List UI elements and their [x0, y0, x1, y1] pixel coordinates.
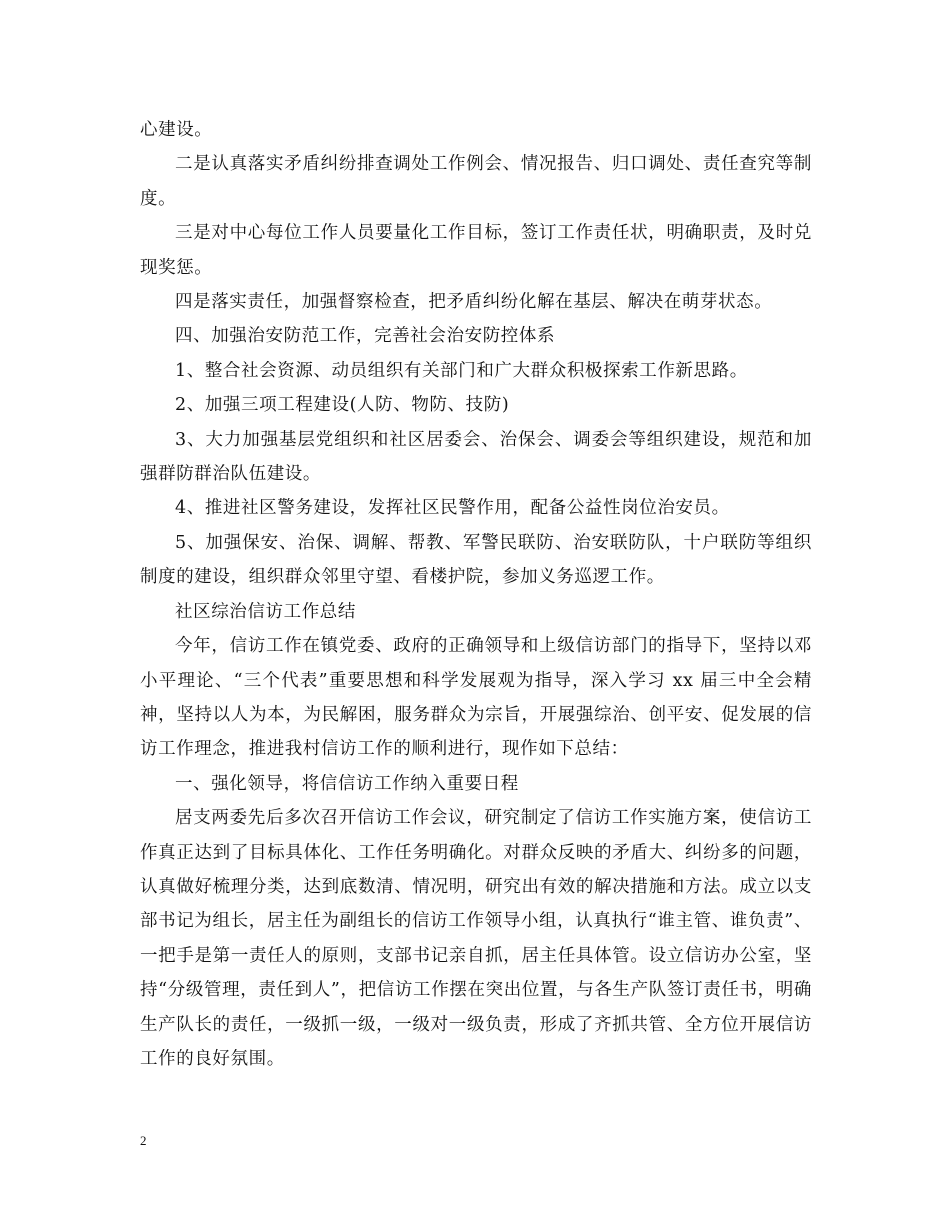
paragraph: 居支两委先后多次召开信访工作会议，研究制定了信访工作实施方案，使信访工作真正达到了目标具体化、工作任务明确化。对群众反映的矛盾大、纠纷多的问题，认真做好梳理分类，达到底数清、情况明，研究出有效的解决措施和方法。成立以支部书记为组长，居主任为副组长的信访工作领导小组，认真执行“谁主管、谁负责”、一把手是第一责任人的原则，支部书记亲自抓，居主任具体管。设立信访办公室，坚持“分级管理，责任到人”，把信访工作摆在突出位置，与各生产队签订责任书，明确生产队长的责任，一级抓一级，一级对一级负责，形成了齐抓共管、全方位开展信访工作的良好氛围。: [140, 808, 812, 1069]
document-body: [140, 113, 812, 1076]
list-item: 1、整合社会资源、动员组织有关部门和广大群众积极探索工作新思路。: [175, 360, 748, 381]
paragraph: 三是对中心每位工作人员要量化工作目标，签订工作责任状，明确职责，及时兑现奖惩。: [140, 223, 812, 278]
list-item: 2、加强三项工程建设(人防、物防、技防): [175, 395, 510, 416]
paragraph: 心建设。: [140, 120, 213, 140]
list-item: 4、推进社区警务建设，发挥社区民警作用，配备公益性岗位治安员。: [175, 498, 730, 519]
section-heading: 四、加强治安防范工作，完善社会治安防控体系: [175, 326, 556, 347]
list-item: 5、加强保安、治保、调解、帮教、军警民联防、治安联防队，十户联防等组织制度的建设，组织群众邻里守望、看楼护院，参加义务巡逻工作。: [140, 532, 812, 588]
list-item: 3、大力加强基层党组织和社区居委会、治保会、调委会等组织建设，规范和加强群防群治队伍建设。: [140, 429, 812, 485]
section-heading: 一、强化领导，将信信访工作纳入重要日程: [175, 773, 519, 794]
paragraph: 四是落实责任，加强督察检查，把矛盾纠纷化解在基层、解决在萌芽状态。: [175, 292, 773, 313]
page-number: 2: [140, 1133, 147, 1148]
paragraph: 今年，信访工作在镇党委、政府的正确领导和上级信访部门的指导下，坚持以邓小平理论、“三个代表”重要思想和科学发展观为指导，深入学习 xx 届三中全会精神，坚持以人为本，为民解困，服务群众为宗旨，开展强综治、创平安、促发展的信访工作理念，推进我村信访工作的顺利进行，现作如下总结：: [140, 636, 812, 760]
document-title: 社区综治信访工作总结: [175, 601, 356, 622]
paragraph: 二是认真落实矛盾纠纷排查调处工作例会、情况报告、归口调处、责任查究等制度。: [140, 154, 812, 209]
